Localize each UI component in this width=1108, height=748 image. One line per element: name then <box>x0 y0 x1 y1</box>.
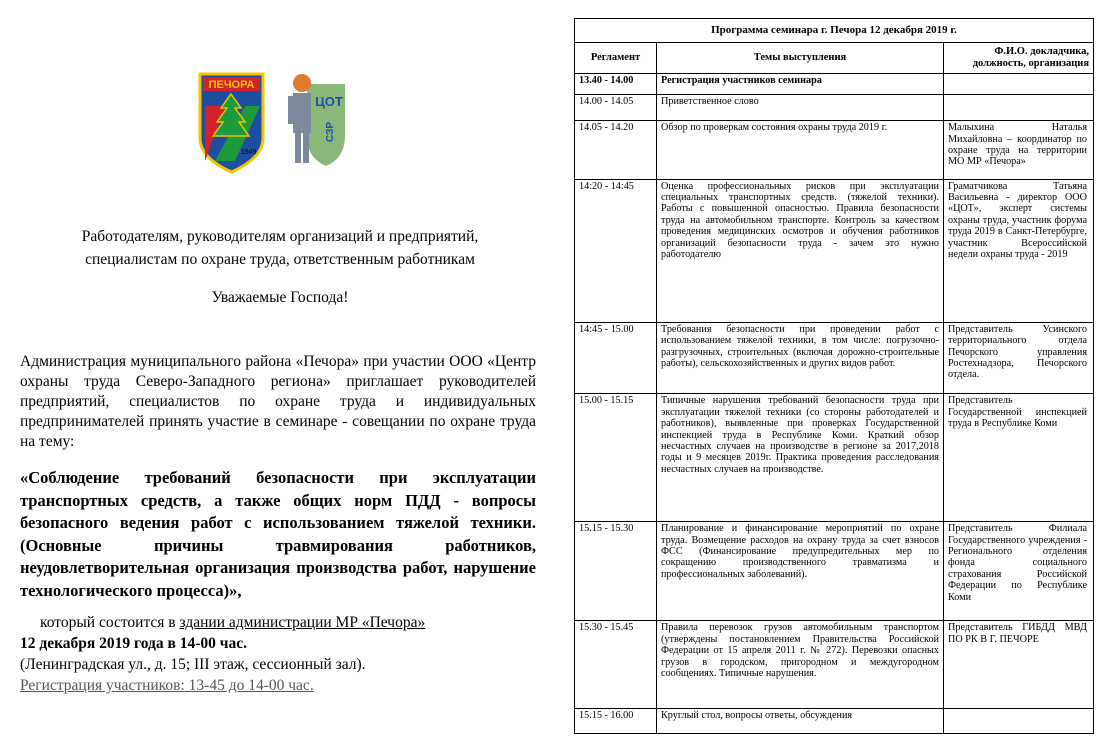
venue-line <box>20 612 550 633</box>
table-row <box>575 74 1094 94</box>
row-speaker <box>944 74 1094 94</box>
intro-paragraph: Администрация муниципального района «Печора» при участии ООО «Центр охраны труда Северо-Западного региона» приглашает руководителей предприятий, специалистов по охране труда и индивидуальных предпринимателей принять участие в семинаре - совещании по охране труда на тему: <box>20 353 536 450</box>
header-schedule: Регламент <box>575 42 657 74</box>
addressee-line-2: специалистам по охране труда, ответственным работникам <box>85 251 475 268</box>
seminar-topic: «Соблюдение требований безопасности при эксплуатации транспортных средств, а также общих норм ПДД - вопросы безопасного ведения работ с использованием тяжелой техники. (Основные причины травмирования работников, неудовлетворительная организация производства работ, нарушение технологического процесса)», <box>20 468 536 600</box>
svg-text:1949: 1949 <box>241 149 257 156</box>
row-speaker <box>944 709 1094 734</box>
row-time: 13.40 - 14.00 <box>575 74 657 94</box>
row-topic: Правила перевозок грузов автомобильным транспортом (утверждены постановлением Правительства Российской Федерации от 15 апреля 2011 г. № 272). Перевозки опасных грузов в городском, пригородном и междугородном сообщениях. Типичные нарушения. <box>657 621 944 709</box>
venue-place: здании администрации МР «Печора» <box>179 614 426 631</box>
svg-text:СЗР: СЗР <box>325 121 336 143</box>
address: (Ленинградская ул., д. 15; III этаж, сессионный зал). <box>20 656 366 673</box>
row-time: 14.05 - 14.20 <box>575 121 657 179</box>
venue-prefix: который состоится в <box>40 614 180 631</box>
seminar-program-table <box>574 18 1094 734</box>
row-topic: Круглый стол, вопросы ответы, обсуждения <box>657 709 944 734</box>
row-speaker: Представитель Государственной инспекцией труда в Республике Коми <box>944 394 1094 522</box>
row-time: 14.00 - 14.05 <box>575 94 657 121</box>
row-topic: Требования безопасности при проведении работ с использованием тяжелой техники, в том числе: погрузочно-разгрузочных, строительных (включая дорожно-строительные работы), сельскохозяйственных и других видов работ. <box>657 322 944 394</box>
table-row <box>575 322 1094 394</box>
row-topic: Регистрация участников семинара <box>657 74 944 94</box>
row-topic: Типичные нарушения требований безопасности труда при эксплуатации тяжелой техники (со стороны работодателей и работников), выявленные при проверках Государственной инспекцией труда в Республике Коми. Краткий обзор несчастных случаев на производстве в регионе за 2017,2018 годы и 9 месяцев 2019г. Практика проведения расследования несчастных случаев на производстве. <box>657 394 944 522</box>
row-topic: Обзор по проверкам состояния охраны труда 2019 г. <box>657 121 944 179</box>
row-speaker <box>944 94 1094 121</box>
meeting-details <box>20 612 550 696</box>
cot-logo-icon <box>288 74 345 166</box>
table-header-row <box>575 42 1094 74</box>
registration-time: Регистрация участников: 13-45 до 14-00 час. <box>20 677 314 694</box>
table-row <box>575 709 1094 734</box>
row-time: 15.15 - 16.00 <box>575 709 657 734</box>
row-topic: Приветственное слово <box>657 94 944 121</box>
row-speaker: Представитель Филиала Государственного учреждения - Регионального отделения фонда социального страхования Российской Федерации по Республике Коми <box>944 522 1094 621</box>
row-topic: Оценка профессиональных рисков при эксплуатации специальных транспортных средств. (тяжелой техники). Работы с повышенной опасностью. Правила безопасности труда на автомобильном транспорте. Контроль за качеством проведения медицинских осмотров и обучения работников организаций безопасности труда - зачем это нужно работодателю <box>657 179 944 322</box>
table-row <box>575 121 1094 179</box>
row-speaker: Граматчикова Татьяна Васильевна - директор ООО «ЦОТ», эксперт системы охраны труда, участник форума труда 2019 в Санкт-Петербурге, участник Всероссийской недели охраны труда - 2019 <box>944 179 1094 322</box>
table-row <box>575 522 1094 621</box>
row-speaker: Представитель ГИБДД МВД ПО РК В Г. ПЕЧОРЕ <box>944 621 1094 709</box>
header-speaker: Ф.И.О. докладчика, должность, организация <box>944 42 1094 74</box>
svg-text:ЦОТ: ЦОТ <box>315 94 343 109</box>
table-row <box>575 94 1094 121</box>
row-time: 14:45 - 15.00 <box>575 322 657 394</box>
row-speaker: Малыхина Наталья Михайловна – координатор по охране труда на территории МО МР «Печора» <box>944 121 1094 179</box>
program-caption: Программа семинара г. Печора 12 декабря 2019 г. <box>575 19 1094 43</box>
addressee <box>20 225 540 271</box>
row-time: 15.00 - 15.15 <box>575 394 657 522</box>
pechora-coat-of-arms-icon <box>195 66 360 176</box>
addressee-line-1: Работодателям, руководителям организаций и предприятий, <box>81 228 479 245</box>
row-time: 15.30 - 15.45 <box>575 621 657 709</box>
header-topics: Темы выступления <box>657 42 944 74</box>
table-row <box>575 621 1094 709</box>
row-speaker: Представитель Усинского территориального отдела Печорского управления Ростехнадзора, Печорского отдела. <box>944 322 1094 394</box>
row-time: 14:20 - 14:45 <box>575 179 657 322</box>
svg-text:ПЕЧОРА: ПЕЧОРА <box>208 79 255 91</box>
table-row <box>575 394 1094 522</box>
row-topic: Планирование и финансирование мероприятий по охране труда. Возмещение расходов на охрану труда за счет взносов ФСС (Финансирование предупредительных мер по сокращению производственного травматизма и профессиональных заболеваний). <box>657 522 944 621</box>
table-row <box>575 179 1094 322</box>
row-time: 15.15 - 15.30 <box>575 522 657 621</box>
logos <box>195 66 360 176</box>
greeting: Уважаемые Господа! <box>211 289 349 306</box>
date-time: 12 декабря 2019 года в 14-00 час. <box>20 635 247 652</box>
